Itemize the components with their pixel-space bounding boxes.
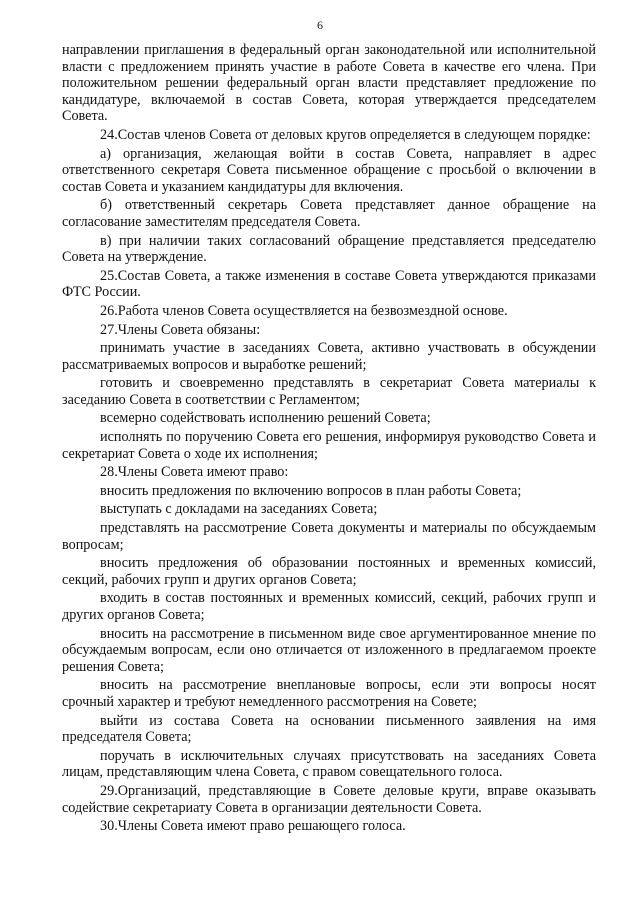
paragraph-continuation: направлении приглашения в федеральный орган законодательной или исполнительной власти с предложением принять участие в работе Совета в качестве его члена. При положительном решении федеральный орган власти представляет предложение по кандидатуре, включаемой в состав Совета, которая утверждается председателем Совета. (62, 42, 596, 125)
document-body (62, 42, 596, 837)
right-item: поручать в исключительных случаях присутствовать на заседаниях Совета лицам, представляющим члена Совета, с правом совещательного голоса. (62, 747, 596, 781)
duty-item: принимать участие в заседаниях Совета, активно участвовать в обсуждении рассматриваемых вопросов и выработке решений; (62, 340, 596, 373)
right-item: вносить на рассмотрение внеплановые вопросы, если эти вопросы носят срочный характер и требуют немедленного рассмотрения на Совете; (62, 677, 596, 710)
paragraph-item-30: 30.Члены Совета имеют право решающего голоса. (100, 818, 406, 835)
paragraph-item-28: 28.Члены Совета имеют право: (100, 464, 289, 481)
duty-item: исполнять по поручению Совета его решения, информируя руководство Совета и секретариат Совета о ходе их исполнения; (62, 429, 596, 462)
right-item: вносить на рассмотрение в письменном виде свое аргументированное мнение по обсуждаемым вопросам, если оно отличается от изложенного в предлагаемом проекте решения Совета; (62, 625, 596, 675)
right-item: вносить предложения по включению вопросов в план работы Совета; (100, 482, 522, 499)
right-item: выйти из состава Совета на основании письменного заявления на имя председателя Совета; (62, 712, 596, 746)
paragraph-item-26: 26.Работа членов Совета осуществляется на безвозмездной основе. (100, 302, 508, 319)
paragraph-24-a: а) организация, желающая войти в состав Совета, направляет в адрес ответственного секретаря Совета письменное обращение с просьбой о включении в состав Совета и указанием кандидатуры для включения. (62, 145, 596, 195)
paragraph-item-24: 24.Состав членов Совета от деловых кругов определяется в следующем порядке: (100, 126, 591, 143)
paragraph-24-b: б) ответственный секретарь Совета представляет данное обращение на согласование заместителям председателя Совета. (62, 197, 596, 230)
paragraph-item-27: 27.Члены Совета обязаны: (100, 321, 261, 338)
paragraph-24-v: в) при наличии таких согласований обращение представляется председателю Совета на утверждение. (62, 232, 596, 266)
duty-item: готовить и своевременно представлять в секретариат Совета материалы к заседанию Совета в соответствии с Регламентом; (62, 375, 596, 408)
page-number: 6 (317, 18, 323, 32)
duty-item: всемерно содействовать исполнению решений Совета; (100, 410, 431, 427)
right-item: вносить предложения об образовании постоянных и временных комиссий, секций, рабочих групп и других органов Совета; (62, 555, 596, 588)
paragraph-item-29: 29.Организаций, представляющие в Совете деловые круги, вправе оказывать содействие секретариату Совета в организации деятельности Совета. (62, 782, 596, 816)
right-item: выступать с докладами на заседаниях Совета; (100, 501, 378, 518)
paragraph-item-25: 25.Состав Совета, а также изменения в составе Совета утверждаются приказами ФТС России. (62, 267, 596, 301)
right-item: входить в состав постоянных и временных комиссий, секций, рабочих групп и других органов Совета; (62, 590, 596, 623)
right-item: представлять на рассмотрение Совета документы и материалы по обсуждаемым вопросам; (62, 520, 596, 553)
